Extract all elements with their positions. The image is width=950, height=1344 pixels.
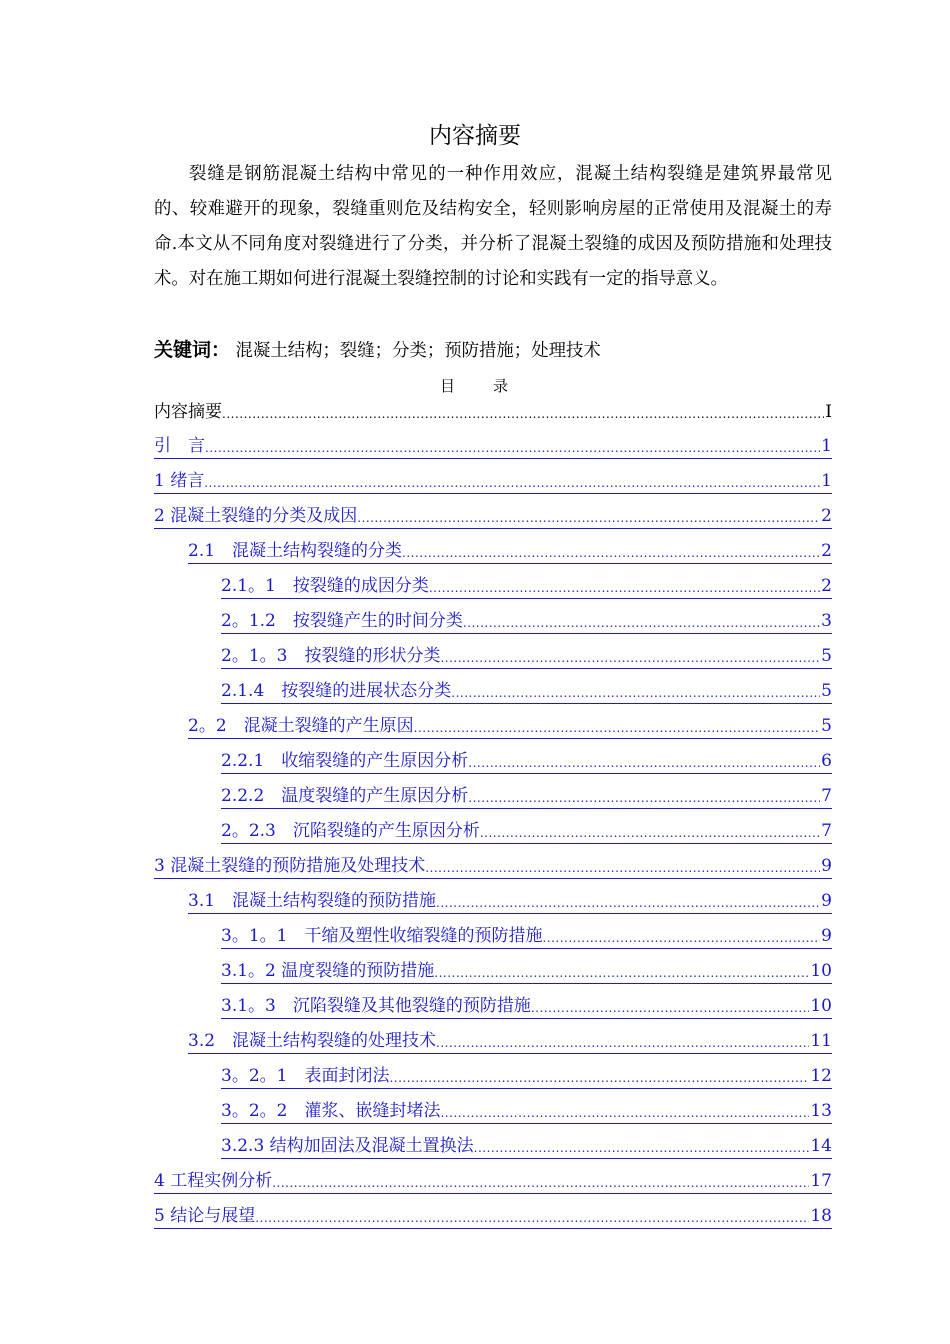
toc-entry-3-1-2[interactable] [221,958,832,984]
toc-leader [436,893,820,914]
toc-leader [436,1033,809,1054]
toc-entry-3-2-1[interactable] [221,1063,832,1089]
toc-entry-page: 10 [809,959,832,984]
toc-entry-text: 2.1 混凝土结构裂缝的分类 [188,539,402,564]
toc-entry-page: 9 [820,889,832,914]
toc-leader [402,543,820,564]
toc-entry-text: 4 工程实例分析 [154,1169,272,1194]
keywords-label: 关键词： [154,339,231,361]
toc-entry-page: 2 [820,574,832,599]
toc-leader [480,823,820,844]
toc-leader [204,473,820,494]
toc-leader [440,1103,809,1124]
toc-entry-text: 2。1.2 按裂缝产生的时间分类 [221,609,463,634]
toc-leader [463,613,820,634]
toc-entry-chapter-5[interactable] [154,1203,832,1229]
toc-leader [451,683,820,704]
toc-entry-chapter-2[interactable] [154,503,832,529]
toc-entry-2-2-3[interactable] [221,818,832,844]
toc-entry-text: 1 绪言 [154,469,204,494]
toc-entry-3-1-1[interactable] [221,923,832,949]
toc-title [0,374,950,398]
toc-entry-text: 3。1。1 干缩及塑性收缩裂缝的预防措施 [221,924,542,949]
toc-entry-page: 5 [820,644,832,669]
toc-entry-2-2[interactable] [188,713,832,739]
toc-entry-chapter-1[interactable] [154,468,832,494]
toc-entry-page: 9 [820,924,832,949]
toc-entry-text: 3.2 混凝土结构裂缝的处理技术 [188,1029,436,1054]
toc-leader [440,648,820,669]
toc-entry-page: 1 [820,469,832,494]
toc-leader [389,1068,809,1089]
toc-entry-page: 2 [820,539,832,564]
toc-entry-text: 2.1.4 按裂缝的进展状态分类 [221,679,451,704]
abstract-title: 内容摘要 [429,123,521,149]
toc-entry-3-2-3[interactable] [221,1133,832,1159]
toc-leader [222,404,824,424]
toc-entry-3-2-2[interactable] [221,1098,832,1124]
toc-entry-page: 5 [820,714,832,739]
toc-leader [542,928,820,949]
toc-entry-text: 3.1 混凝土结构裂缝的预防措施 [188,889,436,914]
toc-entry-2-1-3[interactable] [221,643,832,669]
toc-entry-page: 10 [809,994,832,1019]
toc-entry-text: 5 结论与展望 [154,1204,255,1229]
toc-entry-2-1-4[interactable] [221,678,832,704]
toc-leader [468,753,820,774]
toc-entry-page: 9 [820,854,832,879]
toc-entry-page: 11 [809,1029,832,1054]
toc-leader [425,858,820,879]
toc-entry-2-2-1[interactable] [221,748,832,774]
keywords-text: 混凝土结构；裂缝；分类；预防措施；处理技术 [235,341,601,361]
toc-entry-3-1-3[interactable] [221,993,832,1019]
toc-entry-text: 3。2。1 表面封闭法 [221,1064,389,1089]
toc-leader [272,1173,809,1194]
toc-entry-page: 12 [809,1064,832,1089]
abstract-body: 裂缝是钢筋混凝土结构中常见的一种作用效应，混凝土结构裂缝是建筑界最常见的、较难避开的现象，裂缝重则危及结构安全，轻则影响房屋的正常使用及混凝土的寿命.本文从不同角度对裂缝进行了分类，并分析了混凝土裂缝的成因及预防措施和处理技术。对在施工期如何进行混凝土裂缝控制的讨论和实践有一定的指导意义。 [154,164,832,289]
toc-entry-2-1-2[interactable] [221,608,832,634]
toc-entry-page: 7 [820,819,832,844]
toc-leader [357,508,820,529]
toc-entry-text: 2。2 混凝土裂缝的产生原因 [188,714,414,739]
toc-entry-text: 2 混凝土裂缝的分类及成因 [154,504,357,529]
toc-entry-3-2[interactable] [188,1028,832,1054]
toc-entry-introduction[interactable] [154,433,832,459]
toc-entry-text: 2.2.1 收缩裂缝的产生原因分析 [221,749,468,774]
toc-leader [468,788,820,809]
toc-entry-text: 2.2.2 温度裂缝的产生原因分析 [221,784,468,809]
toc-entry-text: 3.2.3 结构加固法及混凝土置换法 [221,1134,474,1159]
toc-entry-abstract[interactable] [154,398,832,424]
toc-title-left: 目 [439,377,457,395]
toc-entry-page: 13 [809,1099,832,1124]
toc-entry-page: 2 [820,504,832,529]
toc-entry-text: 2。1。3 按裂缝的形状分类 [221,644,440,669]
toc-entry-text: 2.1。1 按裂缝的成因分类 [221,574,429,599]
toc-entry-text: 3.1。3 沉陷裂缝及其他裂缝的预防措施 [221,994,531,1019]
toc-entry-3-1[interactable] [188,888,832,914]
toc-leader [531,998,810,1019]
toc-entry-chapter-3[interactable] [154,853,832,879]
toc-entry-page: 3 [820,609,832,634]
toc-entry-2-2-2[interactable] [221,783,832,809]
toc-entry-chapter-4[interactable] [154,1168,832,1194]
toc-entry-page: 1 [820,434,832,459]
toc-entry-text: 3.1。2 温度裂缝的预防措施 [221,959,434,984]
toc-leader [414,718,821,739]
toc-title-right: 录 [493,377,511,395]
toc-entry-text: 内容摘要 [154,402,222,422]
toc-entry-page: 18 [809,1204,832,1229]
toc-entry-page: 6 [820,749,832,774]
keywords-line [154,334,832,367]
toc-leader [474,1138,810,1159]
toc-entry-page: 17 [809,1169,832,1194]
toc-entry-2-1-1[interactable] [221,573,832,599]
toc-entry-page: 5 [820,679,832,704]
toc-entry-text: 2。2.3 沉陷裂缝的产生原因分析 [221,819,480,844]
toc-entry-page: 7 [820,784,832,809]
toc-entry-2-1[interactable] [188,538,832,564]
toc-entry-text: 3 混凝土裂缝的预防措施及处理技术 [154,854,425,879]
toc-leader [434,963,809,984]
toc-entry-page: I [825,402,832,422]
toc-entry-text: 3。2。2 灌浆、嵌缝封堵法 [221,1099,440,1124]
toc-entry-page: 14 [809,1134,832,1159]
toc-leader [205,438,820,459]
toc-leader [429,578,820,599]
toc-leader [255,1208,809,1229]
toc-entry-text: 引 言 [154,434,205,459]
